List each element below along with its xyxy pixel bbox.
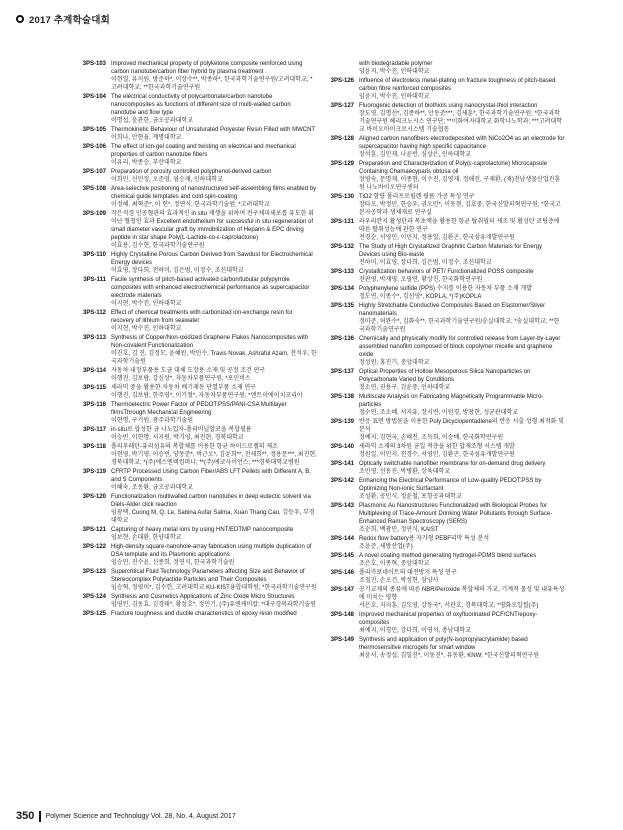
abstract-entry: [310, 502, 565, 534]
abstract-body: [111, 309, 317, 333]
abstract-authors: 장도영, 김명선*, 김종하**, 안동준***, 김세훈*, 한국과학기술연구원; *한국과학기술연구원 헤리크노시스 연구단; **이화여자대학교 화학나노학과; ***고려대학교 바이오마이크로시스템 기술협동: [359, 111, 563, 133]
abstract-entry: [62, 468, 317, 492]
abstract-body: [111, 168, 317, 184]
abstract-title: Highly Crystalline Porous Carbon Derived from Sawdust for Electrochemical Energy devices: [111, 252, 313, 266]
abstract-title: Enhancing the Electrical Performance of Low-quality PEDOT:PSS by Optimizing Non-ionic Surfactant: [359, 478, 542, 492]
abstract-entry: [310, 160, 565, 192]
abstract-body: [111, 568, 317, 592]
abstract-authors: 서은호, 지지훈, 김도영, 강동국*, 서관호, 경북대학교; *평화오일씰(주): [359, 603, 539, 609]
abstract-entry: [310, 193, 565, 217]
abstract-body: [111, 251, 317, 275]
abstract-body: [111, 334, 317, 366]
abstract-code: 3PS-128: [330, 136, 354, 142]
abstract-title: High-density square-nanohole-array fabrication using multiple duplication of DSA template and its Plasmonic applications: [111, 544, 312, 558]
abstract-code: 3PS-135: [330, 303, 354, 309]
abstract-title: Highly Stretchable Conductive Composites Based on Elastomer/Silver nanomaterials: [359, 303, 546, 317]
abstract-entry: [62, 276, 317, 308]
abstract-authors: 이지현, 박수진, 인하대학교: [111, 326, 182, 332]
abstract-title: Optically switchable nanofiber membrane for on-demand drug delivery: [359, 461, 546, 467]
abstract-entry: [310, 135, 565, 159]
footer-divider: [39, 811, 40, 822]
abstract-body: [111, 276, 317, 308]
abstract-title: Capturing of heavy metal ions by using HNT/EDTMP nanocomposite: [111, 527, 294, 533]
abstract-body: [359, 636, 565, 660]
abstract-authors: 정수연, 조소혜, 서지유, 장시연, 이원경, 방창현, 성균관대학교: [359, 410, 519, 416]
abstract-title: The effect of ion-gel coating and twisting on electrical and mechanical properties of carbon nanotube fibers: [111, 144, 296, 158]
abstract-entry: [310, 636, 565, 660]
abstract-code: 3PS-124: [82, 594, 106, 600]
abstract-title: A novel coating method generating hydrogel-PDMS blend surfaces: [359, 553, 537, 559]
abstract-code: 3PS-138: [330, 394, 354, 400]
abstract-authors: 임광택, Cuong M, Q, Le, Sabina Aufar Salma, Xuan Thang Cao, 김등우, 부경대학교: [111, 510, 315, 524]
abstract-code: 3PS-107: [82, 169, 106, 175]
abstract-entry: [310, 368, 565, 392]
abstract-entry: [310, 552, 565, 568]
abstract-entry: [310, 418, 565, 442]
abstract-code: 3PS-133: [330, 269, 354, 275]
abstract-code: 3PS-114: [82, 368, 106, 374]
abstract-entry: [62, 593, 317, 609]
abstract-entry: [310, 302, 565, 334]
abstract-authors: 조철진, 손오건, 박성현, 삼양사: [359, 578, 439, 584]
abstract-title: Multiscale Analysis on Fabricating Magnetically Programmable Micro-particles: [359, 394, 544, 408]
abstract-authors: 정예지, 김현국, 손해진, 조득희, 이승배, 한국화학연구원: [359, 435, 504, 441]
abstract-code: 3PS-108: [82, 186, 106, 192]
abstract-authors: 이희나, 안현율, 계명대학교: [111, 135, 182, 141]
abstract-code: 3PS-141: [330, 461, 354, 467]
abstract-authors: 이명섭, 윤관한, 금오공과대학교: [111, 118, 194, 124]
abstract-entry: [310, 77, 565, 101]
abstract-title: Aligned carbon nanofibers electrodeposited with NiCo2O4 as an electrode for supercapacitor having high specific capacitance: [359, 136, 565, 150]
abstract-title: 라우리칸지 활성탄과 목초액을 활용한 항균 탈취필터 제조 및 활성탄 코팅층에 따른 탈취성능에 관한 연구: [359, 219, 560, 233]
abstract-entry: [62, 185, 317, 209]
abstract-entry: [62, 426, 317, 442]
abstract-code: 3PS-146: [330, 570, 354, 576]
abstract-entry: [310, 335, 565, 367]
abstract-entry: [62, 334, 317, 366]
page-header-title: 2017 추계학술대회: [29, 15, 111, 26]
abstract-body: [359, 302, 565, 334]
abstract-body: [111, 543, 317, 567]
abstract-code: 3PS-148: [330, 612, 354, 618]
abstract-body: [111, 610, 317, 618]
abstract-title: Improved mechanical properties of oxyfluorinated PCF/CNT/epoxy-composites: [359, 612, 538, 626]
abstract-code: 3PS-142: [330, 478, 354, 484]
abstract-authors: 임영민, 김동효, 김경태*, 황성호*, 정민기, (주)유엔케미칼; *대구경북과학기술원: [111, 602, 316, 608]
abstract-body: [359, 285, 565, 301]
abstract-code: 3PS-112: [82, 310, 106, 316]
abstract-entry: [310, 460, 565, 476]
abstract-title: 자동차 내장부품용 도금 대체 도장용 소재 및 공정 조건 연구: [111, 368, 266, 374]
abstract-authors: 조성환, 공민식, 정윤철, 포항공과대학교: [359, 494, 462, 500]
abstract-body: [359, 611, 565, 635]
abstract-title: Optical Properties of Hollow Mesoporous Silica Nanoparticles on Polycarbonate Varied by Conditions: [359, 369, 531, 383]
abstract-title: in-situ로 합성한 금 나노입자-폴리비닐알코올 복합필름: [111, 427, 252, 433]
abstract-code: 3PS-117: [82, 427, 106, 433]
abstract-body: [359, 477, 565, 501]
abstract-title: 공기교제의 종류에 따른 NBR/Peroxide 복합체의 가교, 기계적 물성 및 내유특성에 미치는 영향: [359, 587, 565, 601]
abstract-code: 3PS-123: [82, 569, 106, 575]
abstract-authors: 장영숙, 문명재, 이종현, 이수진, 김영재, 정해진, 구재환, (재)전남생물산업진흥원 나노바이오연구센터: [359, 177, 561, 191]
abstract-entry: [62, 168, 317, 184]
abstract-entry: [310, 569, 565, 585]
left-column: [62, 60, 317, 619]
abstract-authors: 조은호, 이종혁, 중앙대학교: [359, 561, 430, 567]
abstract-authors: 조윤준, 세방산업(주): [359, 544, 413, 550]
abstract-body: [359, 268, 565, 284]
abstract-body: [111, 367, 317, 383]
abstract-title: Thermokinetic Behaviour of Unsaturated Polyester Resin Filled with MWCNT: [111, 127, 316, 133]
abstract-entry: [310, 102, 565, 134]
abstract-authors: 조순희, 백광민, 정연식, KAIST: [359, 527, 439, 533]
abstract-title: Crystallization behaviors of PET/ Functionalized POSS composite: [359, 269, 534, 275]
abstract-code: 3PS-149: [330, 637, 354, 643]
abstract-authors: 임윤지, 박수진, 인하대학교: [359, 94, 430, 100]
abstract-body: [359, 460, 565, 476]
abstract-entry: [62, 384, 317, 400]
abstract-entry: [62, 443, 317, 467]
abstract-code: 3PS-139: [330, 419, 354, 425]
abstract-title: Area-selective positioning of nanostructured self-assembling films enabled by chemical guide templates and cold spin-coating: [111, 186, 317, 200]
abstract-code: 3PS-120: [82, 494, 106, 500]
abstract-title: Preparation of porosity controlled polyphenol-derived carbon: [111, 169, 272, 175]
abstract-body: [111, 593, 317, 609]
conference-logo-icon: [16, 15, 24, 23]
abstract-authors: 전판영, 박재영, 오필연, 황상진, 한국화학연구원: [359, 277, 483, 283]
abstract-code: 3PS-106: [82, 144, 106, 150]
abstract-entry: [62, 60, 317, 92]
abstract-title: Facile synthesis of pitch-based activated carbon/tubular polypyrrole composites with enhanced electrochemical performance as supercapacitor electrode materials: [111, 277, 310, 299]
abstract-title: 폴리우레탄-유리섬유의 복합체를 이용한 항균 하이드로젤의 제조: [111, 444, 278, 450]
abstract-title: 작은직경 인공혈관의 효과적인 in situ 재생을 위하여 전구체피세포를 유도한 위이난 혈청인 효과 Excellent endothelium for successful in situ regeneration of small diameter vascular graft by immobilization of Heparin & EPC driving peptide in star shape Poly(L-Lactide-co-ε-caprolactone): [111, 211, 314, 241]
abstract-title: Synthesis of Copper/Non-oxidized Graphene Flakes Nanocomposites with Non-covalent Functionalization: [111, 335, 309, 349]
abstract-entry: [310, 611, 565, 635]
abstract-title: 세라믹 중을 활용한 자동차 배기제동 단열부품 소재 연구: [111, 385, 256, 391]
continued-entry: [359, 60, 565, 76]
abstract-code: 3PS-129: [330, 161, 354, 167]
abstract-body: [111, 210, 317, 250]
abstract-entry: [62, 493, 317, 525]
abstract-title: Redox flow battery용 자가형 PEBF리막 특성 분석: [359, 536, 489, 542]
abstract-title: Synthesis and Cosmetics Applications of Zinc Oxide Micro Structures: [111, 594, 295, 600]
abstract-entry: [62, 401, 317, 425]
abstract-code: 3PS-127: [330, 103, 354, 109]
abstract-body: [359, 243, 565, 267]
abstract-authors: 정소연, 권용구, 김윤중, 인하대학교: [359, 385, 451, 391]
abstract-code: 3PS-115: [82, 385, 106, 391]
abstract-authors: 이현영, 박기영, 이승빈, 양동준*, 박근오*, 김윤희**, 전세희**, 정용문***, 최진현, 경북대학교; *(주)에스엔텍컴퍼니; **(주)에코사이언스; ***경북대학교병원: [111, 452, 317, 466]
abstract-code: 3PS-137: [330, 369, 354, 375]
abstract-code: 3PS-145: [330, 553, 354, 559]
abstract-body: [359, 502, 565, 534]
abstract-authors: 임승민, 진수윤, 신종희, 정연식, 한국과학기술원: [111, 560, 235, 566]
abstract-body: [359, 535, 565, 551]
abstract-authors: 정도연, 이종수*, 김선영*, KOPLA; *(주)KOPLA: [359, 294, 482, 300]
abstract-code: 3PS-134: [330, 286, 354, 292]
abstract-entry: [310, 477, 565, 501]
abstract-body: [111, 493, 317, 525]
abstract-title: Fluorogenic detection of biothiols using nanocrystal-thiol interaction: [359, 103, 538, 109]
abstract-code: 3PS-130: [330, 194, 354, 200]
abstract-entry: [310, 443, 565, 459]
abstract-body: [111, 143, 317, 167]
abstract-entry: [62, 568, 317, 592]
abstract-code: 3PS-105: [82, 127, 106, 133]
abstract-title: Fracture toughness and ductile characteristics of epoxy resin modified: [111, 611, 297, 617]
abstract-code: 3PS-125: [82, 611, 106, 617]
abstract-entry: [62, 367, 317, 383]
abstract-title: Effect of chemical treatments with carbonized ion-exchange resin for recovery of lithium from seawater: [111, 310, 293, 324]
abstract-body: [359, 218, 565, 242]
abstract-authors: 조민영, 선동진, 박병환, 상육대학교: [359, 469, 451, 475]
abstract-body: [111, 185, 317, 209]
abstract-title: Supercritical Fluid Technology Parameters affecting Size and Behavior of Stereocomplex Polylactide Particles and Their Composites: [111, 569, 305, 583]
abstract-code: 3PS-131: [330, 219, 354, 225]
continued-entry-authors: 임윤지, 박수진, 인하대학교: [359, 69, 430, 75]
abstract-body: [111, 426, 317, 442]
abstract-title: Thermoelectric Power Factor of PEDOT:PSS/PANI-CSA Multilayer filmsThrough Mechanical Engineering: [111, 402, 287, 416]
page-footer: [16, 810, 236, 822]
abstract-code: 3PS-103: [82, 61, 106, 67]
abstract-body: [359, 368, 565, 392]
page-header: [16, 12, 110, 26]
abstract-entry: [310, 243, 565, 267]
abstract-body: [359, 552, 565, 568]
abstract-entry: [310, 285, 565, 301]
abstract-title: Polyphenylene sulfide (PPS) 수지를 이용한 자동차 부품 소재 개발: [359, 286, 532, 292]
abstract-authors: 이현명, 구기원, 광주과학기술원: [111, 418, 194, 424]
abstract-authors: 임보현, 손대환, 한양대학교: [111, 535, 182, 541]
abstract-code: 3PS-121: [82, 527, 106, 533]
abstract-code: 3PS-111: [83, 277, 106, 283]
abstract-body: [359, 160, 565, 192]
abstract-authors: 이행진, 김보람, 강신상*, 자동차부품연구원; *포인비스: [111, 376, 251, 382]
abstract-code: 3PS-122: [82, 544, 106, 550]
abstract-entry: [62, 251, 317, 275]
abstract-title: Improved mechanical property of polyketone composite reinforced using carbon nanotube/carbon fiber hybrid by plasma treatment: [111, 61, 303, 75]
abstract-authors: 이진호, 김 진, 김정모, 윤혜원, 박민수, Travis Novak, Ashraful Azam, 전석우, 한국과학기술원: [111, 351, 317, 365]
abstract-entry: [62, 210, 317, 250]
abstract-code: 3PS-132: [330, 244, 354, 250]
abstract-authors: 이정혜, 최혁준*, 이 헌*, 정연식, 한국과학기술원; *고려대학교: [111, 202, 270, 208]
abstract-code: 3PS-113: [82, 335, 106, 341]
abstract-body: [359, 443, 565, 459]
abstract-code: 3PS-109: [82, 211, 106, 217]
abstract-entry: [62, 126, 317, 142]
abstract-authors: 전경순, 서영민, 이민지, 정용일, 김환곤, 한국섬유개발연구원: [359, 235, 515, 241]
page-number: 350: [16, 810, 35, 822]
abstract-code: 3PS-136: [330, 336, 354, 342]
abstract-body: [111, 384, 317, 400]
abstract-authors: 이혜숙, 조동환, 금오공과대학교: [111, 485, 194, 491]
abstract-title: The electrical conductivity of polycarbonate/carbon nanotube nanocomposites as functions of different size of multi-walled carbon nanotube and flow type: [111, 94, 291, 116]
abstract-title: Plasmonic Au Nanostructures Functionalized with Biological Probes for Multiplexing of Trace-Amount Drinking Water Pollutants through Surface-Enhanced Raman Spectroscopy (SERS): [359, 503, 553, 525]
abstract-body: [359, 135, 565, 159]
abstract-entry: [310, 535, 565, 551]
abstract-title: TiO2 함량 폴리프로필렌 필름 가공 특성 연구: [359, 194, 475, 200]
abstract-code: 3PS-143: [330, 503, 354, 509]
abstract-authors: 이효영, 장다희, 전하미, 김은범, 이정수, 조선대학교: [111, 268, 244, 274]
abstract-entry: [62, 309, 317, 333]
abstract-title: 반응 표면 방법론을 이용한 Poly Dicyclopentadiene의 반응 시출 성형 최적화 및 분석: [359, 419, 564, 433]
abstract-authors: 이유리, 박종승, 부산대학교: [111, 160, 182, 166]
abstract-authors: 이현일, 유지원, 방준하*, 이상수**, 박종하*, 한국과학기술연구원/고려대학교; *고려대학교; **한국과학기술연구원: [111, 77, 313, 91]
abstract-title: CFRTP Processed Using Carbon Fiber/ABS LFT Pellets with Different A, B, and S Components: [111, 469, 311, 483]
abstract-title: 세라믹 소재의 3차원 균일 적층을 위한 압제조형 시스템 개발: [359, 444, 515, 450]
abstract-code: 3PS-110: [82, 252, 106, 258]
abstract-authors: 장석훈, 김민재, 나윤빈, 심상은, 인하대학교: [359, 152, 471, 158]
abstract-authors: 이희민, 신민정, 오준영, 염승재, 인하대학교: [111, 177, 223, 183]
abstract-body: [359, 586, 565, 610]
abstract-body: [111, 401, 317, 425]
abstract-body: [359, 77, 565, 101]
abstract-code: 3PS-118: [82, 444, 106, 450]
abstract-entry: [62, 543, 317, 567]
abstract-body: [359, 569, 565, 585]
continued-entry-title: with biodegradable polymer: [359, 61, 433, 67]
abstract-body: [359, 393, 565, 417]
abstract-entry: [62, 143, 317, 167]
abstract-entry: [310, 586, 565, 610]
abstract-code: 3PS-126: [330, 78, 354, 84]
abstract-body: [111, 126, 317, 142]
abstract-code: 3PS-116: [82, 402, 106, 408]
journal-citation: Polymer Science and Technology Vol. 28, No. 4, August 2017: [45, 812, 236, 820]
abstract-code: 3PS-147: [330, 587, 354, 593]
abstract-code: 3PS-144: [330, 536, 354, 542]
abstract-code: 3PS-104: [82, 94, 106, 100]
abstract-code: 3PS-140: [330, 444, 354, 450]
abstract-entry: [62, 610, 317, 618]
abstract-authors: 전하미, 이효영, 장다희, 김은범, 이정수, 조선대학교: [359, 260, 492, 266]
abstract-authors: 이지현, 박수진, 인하대학교: [111, 301, 182, 307]
abstract-title: The Study of High Crystallized Graphitic Carbon Materials for Energy Devices using Bio-waste: [359, 244, 543, 258]
abstract-body: [111, 60, 317, 92]
abstract-title: Chemically and physically modify for controlled release from Layer-by-Layer assembled nanofilm composed of block copolymer micelle and graphene oxide: [359, 336, 561, 358]
abstract-authors: 최윤서, 송정섭, 김일진*, 이동진*, 유동환, KNW; *한국신발피혁연구원: [359, 653, 540, 659]
abstract-entry: [62, 526, 317, 542]
abstract-entry: [310, 218, 565, 242]
abstract-code: 3PS-119: [82, 469, 106, 475]
abstract-authors: 이효용, 김수현, 한국과학기술연구원: [111, 243, 205, 249]
abstract-body: [111, 526, 317, 542]
right-column: [310, 60, 565, 661]
abstract-body: [111, 93, 317, 125]
abstract-title: 폴리카보네이트의 대전방지 특성 연구: [359, 570, 457, 576]
abstract-title: Synthesis and application of poly(N-isopropylacrylamide) based thermosensitive microgels for smart window: [359, 637, 528, 651]
abstract-authors: 이행진, 김보람, 한주영*, 이기철*, 자동차부품연구원; *엔트이에이치코리아: [111, 393, 303, 399]
abstract-authors: 최예지, 이경민, 강다희, 이영석, 충남대학교: [359, 628, 471, 634]
abstract-authors: 정원일, 이민지, 전경수, 서영민, 김환곤, 한국섬유개발연구원: [359, 452, 515, 458]
abstract-entry: [310, 393, 565, 417]
abstract-body: [111, 443, 317, 467]
abstract-authors: 정성원, 홍진기, 중앙대학교: [359, 360, 430, 366]
abstract-title: Functionalization multiwalled carbon nanotubes in deep eutectic solvent via Diels-Alder click reaction: [111, 494, 311, 508]
abstract-body: [359, 102, 565, 134]
abstract-body: [111, 468, 317, 492]
abstract-authors: 정미준, 허완수*, 김화숙**, 한국과학기술연구원/숭실대학교; *숭실대학교; **한국과학기술연구원: [359, 319, 560, 333]
abstract-body: [359, 418, 565, 442]
abstract-authors: 임승혁, 정영미*, 김수헌, 고려대학교 KU-KIST융합대학원; *한국과학기술연구원: [111, 585, 317, 591]
abstract-title: Influence of electroless metal-plating on fracture toughness of pitch-based carbon fibre reinforced composites: [359, 78, 556, 92]
abstract-entry: [310, 268, 565, 284]
abstract-title: Preparation and Characterization of Poly(ε-caprolactone) Microcapsule Containing Chamaecyparis obtusa oil: [359, 161, 548, 175]
abstract-body: [359, 335, 565, 367]
abstract-body: [359, 193, 565, 217]
abstract-authors: 장타오, 박정민, 한승우, 권오민*, 이동현, 김호중, 한국신발피혁연구원; *한국고분자공학과 생체재료 연구실: [359, 202, 561, 216]
abstract-entry: [62, 93, 317, 125]
abstract-authors: 이승빈, 이현명, 서지원, 박기영, 최진현, 경북대학교: [111, 435, 244, 441]
